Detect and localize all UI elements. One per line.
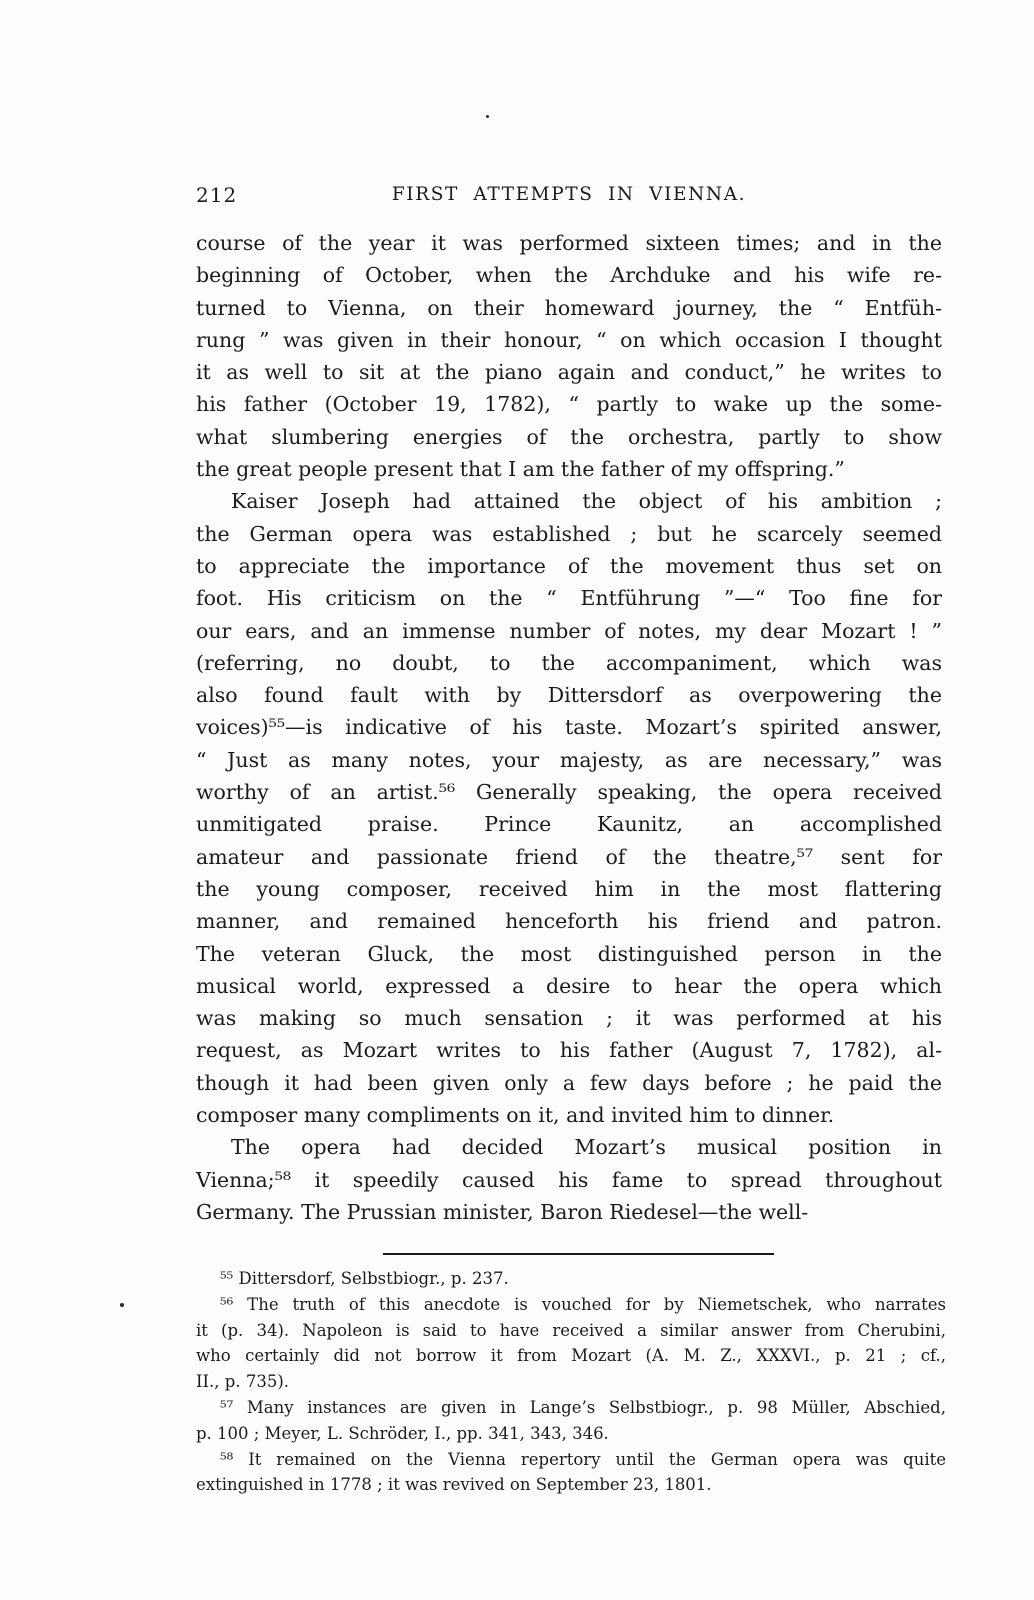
running-header: [196, 183, 942, 209]
text-line: Germany. The Prussian minister, Baron Riedesel—the well-: [196, 1199, 809, 1224]
text-line: to appreciate the importance of the movement thus set on: [196, 553, 942, 578]
text-line: also found fault with by Dittersdorf as overpowering the: [196, 683, 942, 708]
text-line: turned to Vienna, on their homeward journey, the “ Entfüh-: [196, 295, 942, 320]
text-line: ⁵⁵ Dittersdorf, Selbstbiogr., p. 237.: [220, 1269, 509, 1288]
footnote-separator-rule: [383, 1253, 774, 1255]
footnotes: [196, 1266, 946, 1498]
text-line: beginning of October, when the Archduke and his wife re-: [196, 263, 942, 288]
text-line: it (p. 34). Napoleon is said to have received a similar answer from Cherubini,: [196, 1320, 946, 1340]
text-line: voices)⁵⁵—is indicative of his taste. Mozart’s spirited answer,: [196, 715, 942, 740]
text-line: his father (October 19, 1782), “ partly to wake up the some-: [196, 392, 942, 417]
text-line: Kaiser Joseph had attained the object of his ambition ;: [231, 489, 942, 514]
text-line: the great people present that I am the father of my offspring.”: [196, 457, 845, 482]
text-line: it as well to sit at the piano again and conduct,” he writes to: [196, 360, 942, 385]
text-line: the German opera was established ; but he scarcely seemed: [196, 521, 942, 546]
text-line: foot. His criticism on the “ Entführung ”—“ Too fine for: [196, 586, 942, 611]
running-title: FIRST ATTEMPTS IN VIENNA.: [391, 184, 747, 205]
ink-speck: [486, 115, 489, 118]
text-line: request, as Mozart writes to his father (August 7, 1782), al-: [196, 1038, 942, 1063]
text-line: course of the year it was performed sixteen times; and in the: [196, 231, 942, 255]
text-line: The opera had decided Mozart’s musical position in: [231, 1135, 942, 1160]
text-line: extinguished in 1778 ; it was revived on September 23, 1801.: [196, 1475, 712, 1495]
text-line: was making so much sensation ; it was performed at his: [196, 1006, 942, 1031]
text-line: though it had been given only a few days before ; he paid the: [196, 1070, 942, 1095]
text-line: the young composer, received him in the most flattering: [196, 876, 942, 901]
text-line: amateur and passionate friend of the theatre,⁵⁷ sent for: [196, 844, 942, 869]
text-line: (referring, no doubt, to the accompaniment, which was: [196, 650, 942, 675]
text-line: who certainly did not borrow it from Mozart (A. M. Z., XXXVI., p. 21 ; cf.,: [196, 1346, 946, 1366]
ink-speck: [120, 1303, 124, 1307]
text-line: our ears, and an immense number of notes, my dear Mozart ! ”: [196, 618, 942, 643]
text-line: rung ” was given in their honour, “ on which occasion I thought: [196, 327, 942, 352]
text-line: p. 100 ; Meyer, L. Schröder, I., pp. 341, 343, 346.: [196, 1423, 609, 1443]
text-line: ⁵⁸ It remained on the Vienna repertory until the German opera was quite: [220, 1449, 946, 1469]
text-line: manner, and remained henceforth his friend and patron.: [196, 909, 942, 934]
body-text: [196, 227, 942, 1228]
text-line: what slumbering energies of the orchestra, partly to show: [196, 424, 942, 449]
text-line: worthy of an artist.⁵⁶ Generally speaking, the opera received: [196, 780, 942, 805]
text-line: ⁵⁶ The truth of this anecdote is vouched for by Niemetschek, who narrates: [220, 1294, 946, 1314]
text-line: The veteran Gluck, the most distinguished person in the: [196, 941, 942, 966]
text-line: unmitigated praise. Prince Kaunitz, an accomplished: [196, 812, 942, 837]
text-line: “ Just as many notes, your majesty, as are necessary,” was: [196, 747, 942, 772]
text-line: musical world, expressed a desire to hear the opera which: [196, 973, 942, 998]
text-line: ⁵⁷ Many instances are given in Lange’s Selbstbiogr., p. 98 Müller, Abschied,: [220, 1397, 946, 1417]
text-line: composer many compliments on it, and invited him to dinner.: [196, 1103, 835, 1128]
text-line: Vienna;⁵⁸ it speedily caused his fame to spread throughout: [196, 1167, 942, 1192]
page-number: 212: [196, 183, 238, 207]
text-line: II., p. 735).: [196, 1372, 289, 1392]
